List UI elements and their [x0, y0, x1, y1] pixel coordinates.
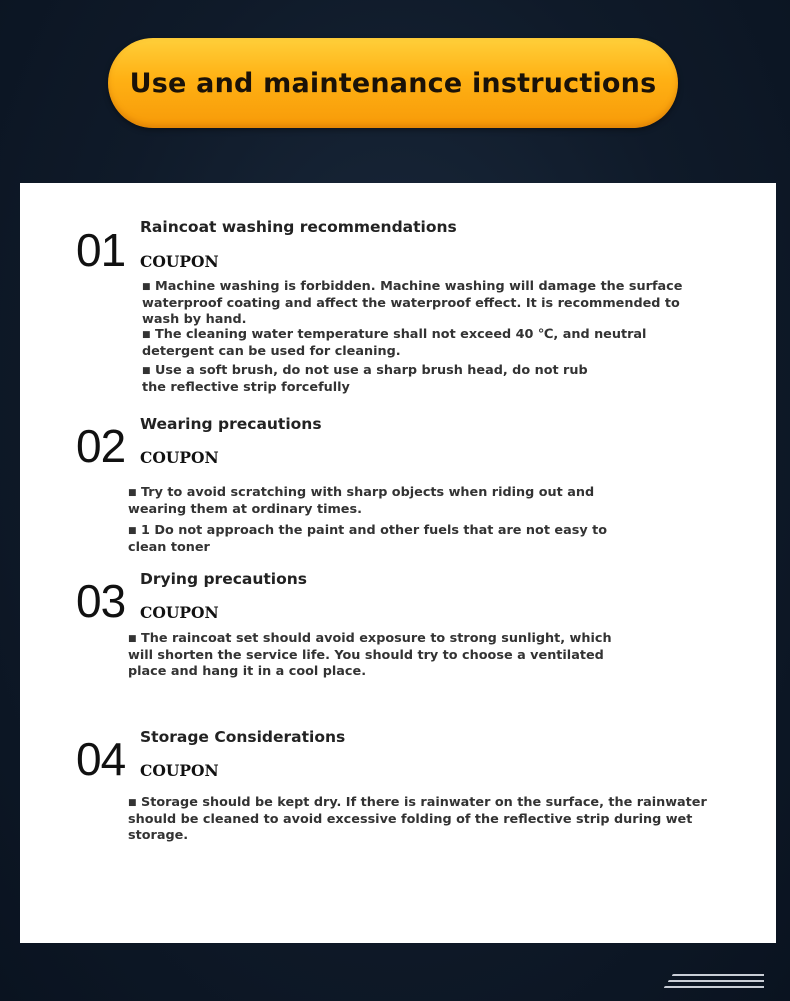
corner-lines-decoration — [664, 970, 764, 1001]
square-bullet-icon: ■ — [128, 488, 137, 498]
page-title: Use and maintenance instructions — [129, 67, 657, 99]
title-banner — [108, 38, 678, 128]
bullet-item: ■ The raincoat set should avoid exposure to strong sunlight, which will shorten the service life. You should try to choose a ventilated place and hang it in a cool place. — [128, 631, 612, 679]
bullet-item: ■ Machine washing is forbidden. Machine washing will damage the surface waterproof coating and affect the waterproof effect. It is recommended to wash by hand. — [142, 279, 683, 327]
bullet-item: ■ Storage should be kept dry. If there is rainwater on the surface, the rainwater should be cleaned to avoid excessive folding of the reflective strip during wet storage. — [128, 795, 707, 843]
section-number: 02 — [76, 420, 126, 472]
coupon-label: COUPON — [140, 252, 219, 271]
square-bullet-icon: ■ — [142, 366, 151, 376]
section-title: Raincoat washing recommendations — [140, 218, 457, 236]
bullet-item: ■ Use a soft brush, do not use a sharp brush head, do not rub the reflective strip forcefully — [142, 363, 588, 395]
bullet-item: ■ Try to avoid scratching with sharp objects when riding out and wearing them at ordinary times. — [128, 485, 595, 517]
section-number: 04 — [76, 733, 126, 785]
bullet-item: ■ 1 Do not approach the paint and other fuels that are not easy to clean toner — [128, 523, 608, 555]
coupon-label: COUPON — [140, 603, 219, 622]
coupon-label: COUPON — [140, 761, 219, 780]
bullet-item: ■ The cleaning water temperature shall not exceed 40 ℃, and neutral detergent can be used for cleaning. — [142, 327, 647, 359]
section-number: 03 — [76, 575, 126, 627]
section-number: 01 — [76, 224, 126, 276]
section-title: Drying precautions — [140, 570, 308, 588]
section-title: Wearing precautions — [140, 415, 322, 433]
square-bullet-icon: ■ — [128, 634, 137, 644]
section-title: Storage Considerations — [140, 728, 346, 746]
instructions-card — [20, 183, 776, 943]
square-bullet-icon: ■ — [128, 798, 137, 808]
square-bullet-icon: ■ — [128, 526, 137, 536]
coupon-label: COUPON — [140, 448, 219, 467]
square-bullet-icon: ■ — [142, 330, 151, 340]
square-bullet-icon: ■ — [142, 282, 151, 292]
